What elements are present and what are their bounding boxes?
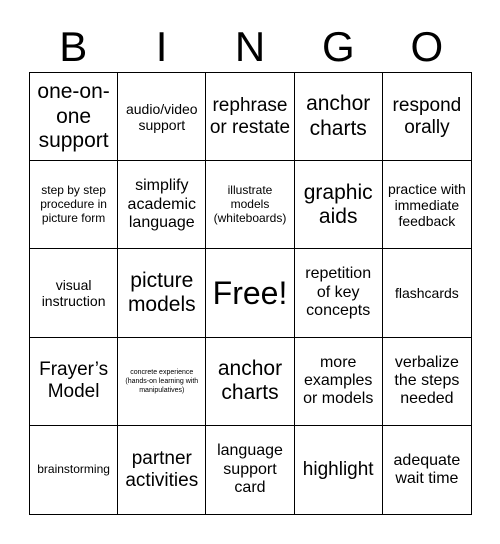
bingo-cell[interactable]: respond orally <box>383 73 471 161</box>
bingo-cell-free[interactable]: Free! <box>206 249 294 337</box>
bingo-cell[interactable]: verbalize the steps needed <box>383 338 471 426</box>
bingo-cell[interactable]: adequate wait time <box>393 451 461 487</box>
header-letter-b: B <box>59 23 88 70</box>
bingo-cell[interactable]: language support card <box>206 426 294 514</box>
bingo-cell[interactable]: step by step procedure in picture form <box>30 161 118 249</box>
bingo-cell[interactable]: one-on-one support <box>30 73 118 161</box>
bingo-cell[interactable]: anchor charts <box>295 73 383 161</box>
bingo-cell[interactable]: brainstorming <box>30 426 118 514</box>
bingo-cell[interactable]: more examples or models <box>295 338 383 426</box>
bingo-cell[interactable]: repetition of key concepts <box>295 249 383 337</box>
bingo-cell[interactable]: visual instruction <box>30 249 118 337</box>
bingo-cell[interactable]: illustrate models (whiteboards) <box>206 161 294 249</box>
bingo-board <box>29 72 472 515</box>
bingo-cell[interactable]: practice with immediate feedback <box>383 161 471 249</box>
bingo-cell[interactable]: partner activities <box>118 426 206 514</box>
bingo-cell[interactable]: audio/video support <box>118 73 206 161</box>
bingo-cell[interactable]: highlight <box>295 426 383 514</box>
header-letter-n: N <box>234 23 266 70</box>
bingo-cell[interactable]: picture models <box>118 249 206 337</box>
bingo-cell[interactable]: concrete experience (hands-on learning with manipulatives) <box>118 338 206 426</box>
bingo-cell[interactable]: anchor charts <box>206 338 294 426</box>
bingo-cell[interactable]: graphic aids <box>295 161 383 249</box>
header-letter-o: O <box>410 23 444 70</box>
bingo-cell[interactable]: rephrase or restate <box>206 73 294 161</box>
header-letter-g: G <box>322 23 355 70</box>
bingo-cell[interactable]: Frayer’s Model <box>30 338 118 426</box>
bingo-cell[interactable]: simplify academic language <box>118 161 206 249</box>
bingo-header <box>29 22 471 72</box>
bingo-cell[interactable]: flashcards <box>383 249 471 337</box>
header-letter-i: I <box>155 23 168 70</box>
